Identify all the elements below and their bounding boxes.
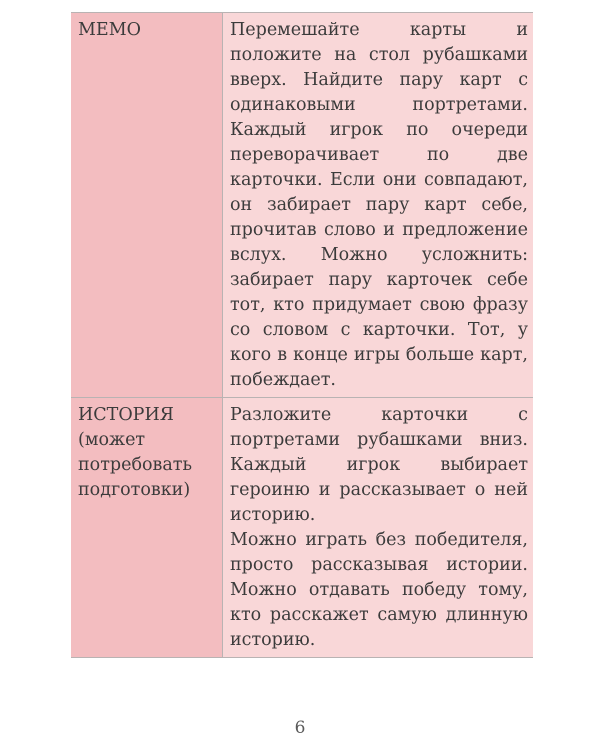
table-row-story bbox=[71, 398, 533, 658]
game-rules-table bbox=[71, 12, 533, 658]
game-rules-cell-story bbox=[223, 398, 534, 658]
game-note-story: (может потребовать подготовки) bbox=[78, 430, 193, 500]
rules-paragraph-story-2: Можно играть без победителя, просто рассказывая истории. Можно отдавать победу тому, кто расскажет самую длинную историю. bbox=[230, 530, 528, 650]
rules-paragraph-story-1: Разложите карточки с портретами рубашками вниз. Каждый игрок выбирает героиню и рассказывает о ней историю. bbox=[230, 405, 528, 525]
table-row-memo bbox=[71, 13, 533, 398]
page-number: 6 bbox=[294, 718, 306, 738]
rules-paragraph-memo: Перемешайте карты и положите на стол рубашками вверх. Найдите пару карт с одинаковыми портретами. Каждый игрок по очереди переворачивает по две карточки. Если они совпадают, он забирает пару карт себе, прочитав слово и предложение вслух. Можно усложнить: забирает пару карточек себе тот, кто придумает свою фразу со словом с карточки. Тот, у кого в конце игры больше карт, побеждает. bbox=[230, 20, 528, 390]
game-name-memo: МЕМО bbox=[78, 20, 141, 40]
game-name-cell-story bbox=[71, 398, 223, 658]
game-name-story: ИСТОРИЯ bbox=[78, 405, 174, 425]
game-rules-cell-memo bbox=[223, 13, 534, 398]
game-name-cell-memo bbox=[71, 13, 223, 398]
